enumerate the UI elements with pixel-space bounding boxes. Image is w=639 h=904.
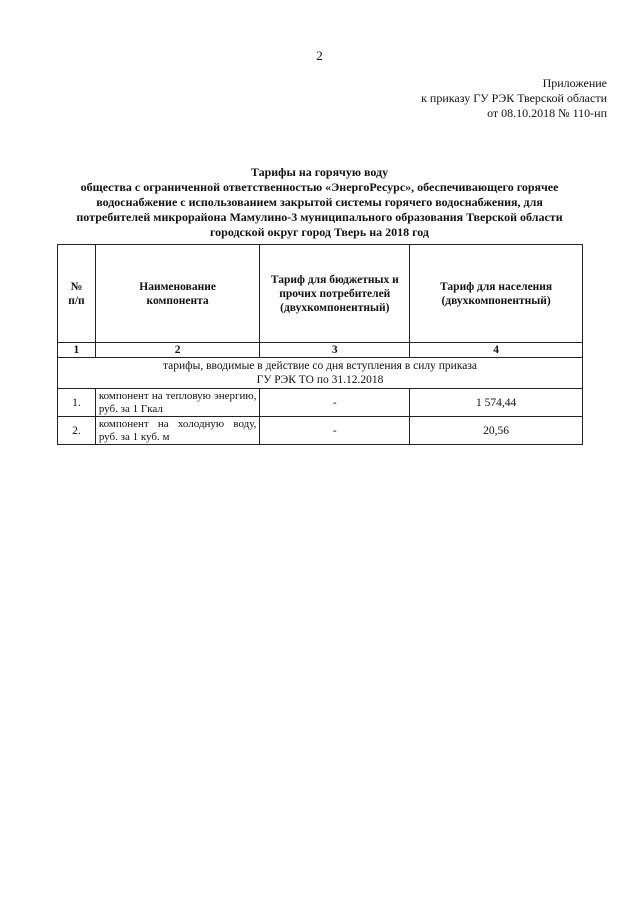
- header-component-name: Наименование компонента: [95, 245, 260, 343]
- row-component-name: компонент на холодную воду, руб. за 1 куб. м: [95, 417, 260, 445]
- row-budget-tariff: -: [260, 417, 410, 445]
- table-row: [58, 389, 583, 417]
- header-num: [58, 245, 96, 343]
- row-budget-tariff: -: [260, 389, 410, 417]
- title-line-2: общества с ограниченной ответственностью «ЭнергоРесурс», обеспечивающего горячее: [80, 180, 559, 194]
- title-line-4: потребителей микрорайона Мамулино-3 муниципального образования Тверской области: [76, 210, 563, 224]
- header-num-abbr: п/п: [68, 294, 85, 307]
- section-caption: [58, 358, 583, 389]
- header-budget-tariff: Тариф для бюджетных и прочих потребителей (двухкомпонентный): [260, 245, 410, 343]
- column-number: 2: [95, 343, 260, 358]
- title-line-1: Тарифы на горячую воду: [250, 165, 389, 179]
- column-number-row: [58, 343, 583, 358]
- row-component-name: компонент на тепловую энергию, руб. за 1 Гкал: [95, 389, 260, 417]
- header-num-symbol: №: [70, 280, 83, 293]
- row-population-tariff: 20,56: [410, 417, 583, 445]
- appendix-order-ref: к приказу ГУ РЭК Тверской области: [421, 91, 607, 105]
- section-caption-line-1: тарифы, вводимые в действие со дня вступления в силу приказа: [162, 360, 477, 372]
- table-row: [58, 417, 583, 445]
- appendix-block: [421, 76, 607, 121]
- appendix-order-date: от 08.10.2018 № 110-нп: [487, 106, 607, 120]
- page-number: 2: [316, 48, 323, 63]
- column-number: 4: [410, 343, 583, 358]
- column-number: 3: [260, 343, 410, 358]
- row-number: 2.: [58, 417, 96, 445]
- tariff-table: [57, 244, 583, 445]
- section-row: [58, 358, 583, 389]
- section-caption-line-2: ГУ РЭК ТО по 31.12.2018: [256, 374, 384, 386]
- column-number: 1: [58, 343, 96, 358]
- title-line-5: городской округ город Тверь на 2018 год: [210, 225, 429, 239]
- row-number: 1.: [58, 389, 96, 417]
- title-line-3: водоснабжение с использованием закрытой системы горячего водоснабжения, для: [96, 195, 543, 209]
- table-header-row: [58, 245, 583, 343]
- appendix-label: Приложение: [542, 76, 607, 90]
- row-population-tariff: 1 574,44: [410, 389, 583, 417]
- document-title: [56, 165, 583, 240]
- header-population-tariff: Тариф для населения (двухкомпонентный): [410, 245, 583, 343]
